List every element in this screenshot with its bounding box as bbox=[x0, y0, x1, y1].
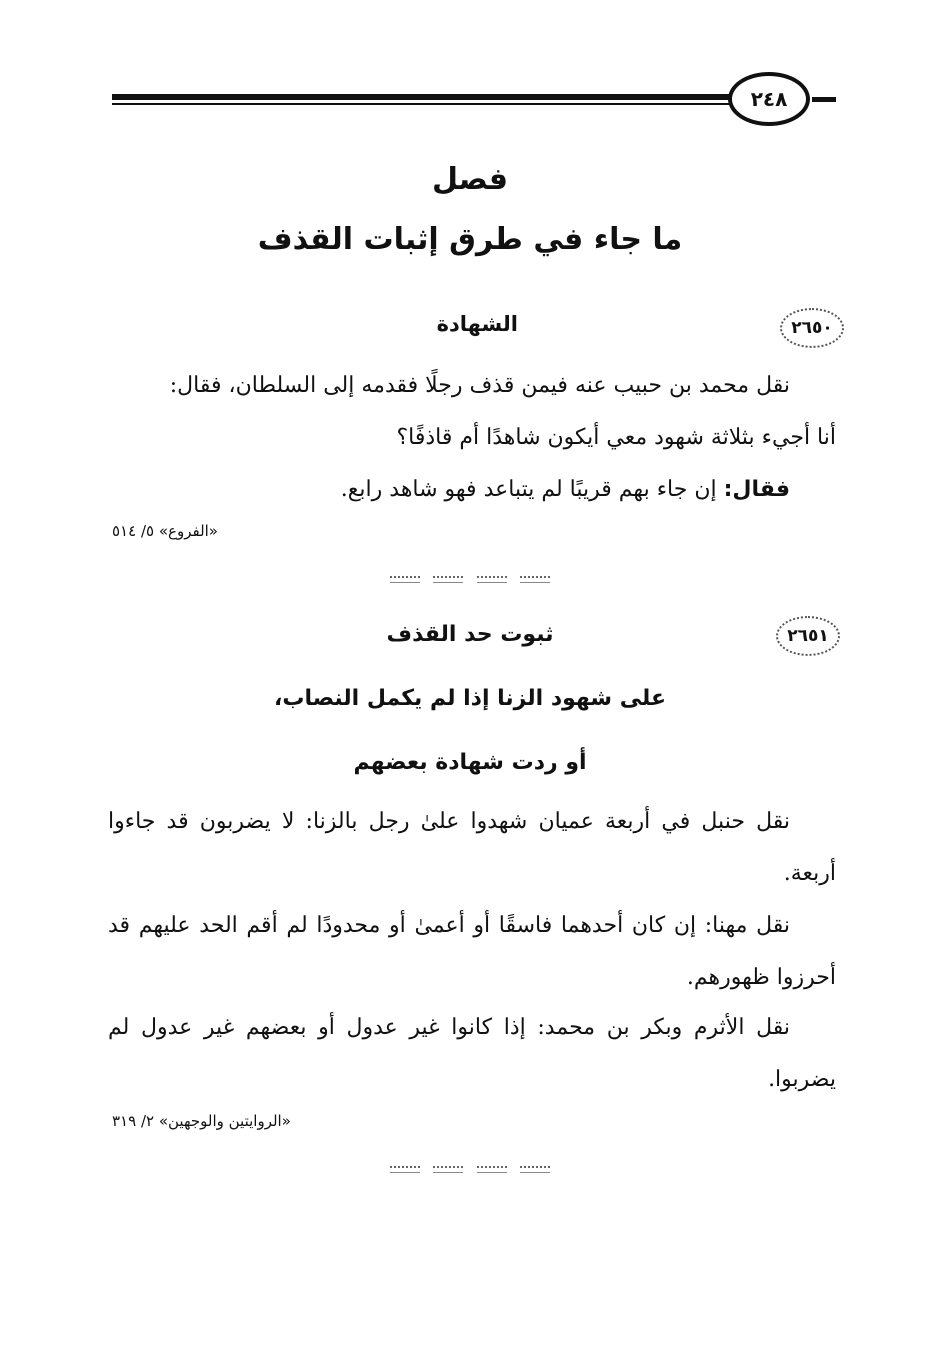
paragraph-text: نقل حنبل في أربعة عميان شهدوا علىٰ رجل بالزنا: لا يضربون قد جاءوا أربعة. bbox=[108, 809, 836, 886]
section-label: فصل bbox=[432, 162, 508, 197]
entry-number: ٢٦٥٠ bbox=[791, 318, 833, 338]
entry-number-badge bbox=[780, 308, 844, 348]
header-rule-tail bbox=[812, 97, 836, 102]
page-number: ٢٤٨ bbox=[728, 72, 810, 126]
entry-number: ٢٦٥١ bbox=[787, 626, 829, 646]
entry-heading: على شهود الزنا إذا لم يكمل النصاب، bbox=[274, 686, 666, 711]
source-citation: «الروايتين والوجهين» ٢/ ٣١٩ bbox=[112, 1112, 291, 1130]
answer-lead: فقال: bbox=[723, 477, 790, 502]
entry-paragraph bbox=[108, 796, 836, 900]
paragraph-line: أنا أجيء بثلاثة شهود معي أيكون شاهدًا أم قاذفًا؟ bbox=[396, 425, 836, 450]
header-rule-thick bbox=[112, 94, 732, 100]
entry-heading: الشهادة bbox=[436, 312, 518, 336]
paragraph-text: نقل الأثرم وبكر بن محمد: إذا كانوا غير عدول أو بعضهم غير عدول لم يضربوا. bbox=[108, 1015, 836, 1092]
entry-answer bbox=[108, 464, 836, 516]
entry-paragraph bbox=[108, 900, 836, 1004]
entry-paragraph bbox=[108, 360, 836, 464]
chapter-title: ما جاء في طرق إثبات القذف bbox=[257, 222, 683, 257]
entry-paragraph bbox=[108, 1002, 836, 1106]
source-citation: «الفروع» ٥/ ٥١٤ bbox=[112, 522, 218, 540]
paragraph-line: نقل محمد بن حبيب عنه فيمن قذف رجلًا فقدمه إلى السلطان، فقال: bbox=[169, 373, 790, 398]
divider-ornament bbox=[390, 1164, 550, 1174]
header-rule bbox=[112, 94, 732, 108]
paragraph-text: نقل مهنا: إن كان أحدهما فاسقًا أو أعمىٰ أو محدودًا لم أقم الحد عليهم قد أحرزوا ظهورهم. bbox=[108, 913, 836, 990]
answer-text: إن جاء بهم قريبًا لم يتباعد فهو شاهد رابع. bbox=[340, 477, 717, 502]
divider-ornament bbox=[390, 574, 550, 584]
header-rule-thin bbox=[112, 103, 732, 105]
entry-heading: ثبوت حد القذف bbox=[386, 622, 554, 647]
entry-heading: أو ردت شهادة بعضهم bbox=[353, 750, 587, 775]
